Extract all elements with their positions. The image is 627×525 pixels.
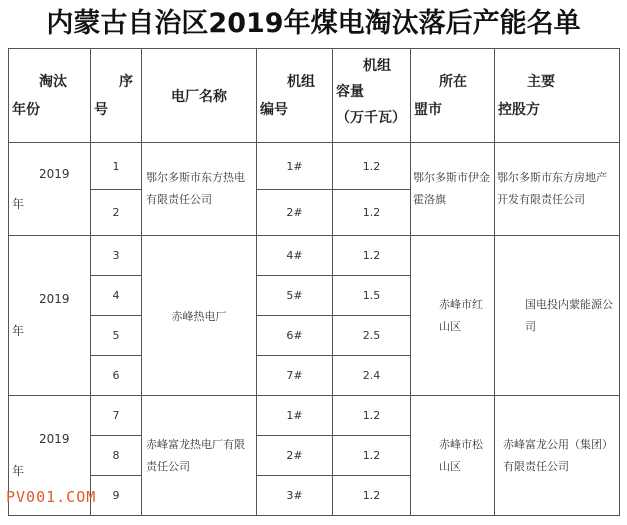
capacity-cell: 1.2 (333, 436, 411, 476)
capacity-cell: 1.2 (333, 476, 411, 516)
plant-name-cell: 鄂尔多斯市东方热电有限责任公司 (142, 143, 257, 236)
header-year-line1: 淘汰 (39, 74, 67, 90)
header-year-line2: 年份 (12, 102, 40, 118)
year-cell (9, 236, 91, 396)
seq-cell: 6 (91, 356, 142, 396)
header-holder-line1: 主要 (527, 74, 555, 90)
year-unit: 年 (12, 464, 25, 478)
capacity-cell: 2.5 (333, 316, 411, 356)
capacity-cell: 2.4 (333, 356, 411, 396)
unit-cell: 5# (257, 276, 333, 316)
year-value: 2019 (39, 292, 70, 306)
plant-name-cell: 赤峰热电厂 (142, 236, 257, 396)
seq-cell: 3 (91, 236, 142, 276)
header-year (9, 49, 91, 143)
unit-cell: 7# (257, 356, 333, 396)
holder-cell: 国电投内蒙能源公司 (495, 236, 620, 396)
capacity-cell: 1.5 (333, 276, 411, 316)
location-cell: 赤峰市红山区 (411, 236, 495, 396)
seq-cell: 7 (91, 396, 142, 436)
seq-cell: 2 (91, 190, 142, 236)
seq-cell: 9 (91, 476, 142, 516)
header-unit-line2: 编号 (260, 102, 288, 118)
unit-cell: 1# (257, 143, 333, 190)
year-cell (9, 143, 91, 236)
header-location (411, 49, 495, 143)
header-seq-line1: 序 (119, 74, 133, 90)
elimination-table (8, 48, 620, 516)
header-capacity-line2: 容量 (336, 84, 364, 100)
page-title: 内蒙古自治区2019年煤电淘汰落后产能名单 (46, 8, 581, 39)
year-unit: 年 (12, 197, 25, 211)
table-row (9, 396, 620, 436)
header-holder (495, 49, 620, 143)
location-cell: 赤峰市松山区 (411, 396, 495, 516)
capacity-cell: 1.2 (333, 236, 411, 276)
location-cell: 鄂尔多斯市伊金霍洛旗 (411, 143, 495, 236)
header-capacity-line3: （万千瓦） (336, 110, 406, 126)
seq-cell: 8 (91, 436, 142, 476)
seq-cell: 1 (91, 143, 142, 190)
year-value: 2019 (39, 432, 70, 446)
unit-cell: 3# (257, 476, 333, 516)
header-unit (257, 49, 333, 143)
header-holder-line2: 控股方 (498, 102, 540, 118)
header-seq (91, 49, 142, 143)
watermark-text: PV001.COM (6, 488, 97, 506)
seq-cell: 5 (91, 316, 142, 356)
header-unit-line1: 机组 (287, 74, 315, 90)
header-capacity-line1: 机组 (363, 58, 391, 74)
header-seq-line2: 号 (94, 102, 108, 118)
seq-cell: 4 (91, 276, 142, 316)
year-unit: 年 (12, 324, 25, 338)
unit-cell: 6# (257, 316, 333, 356)
capacity-cell: 1.2 (333, 190, 411, 236)
capacity-cell: 1.2 (333, 143, 411, 190)
header-location-line1: 所在 (439, 74, 467, 90)
unit-cell: 1# (257, 396, 333, 436)
unit-cell: 2# (257, 436, 333, 476)
holder-cell: 赤峰富龙公用（集团）有限责任公司 (495, 396, 620, 516)
header-capacity (333, 49, 411, 143)
table-row (9, 236, 620, 276)
plant-name-cell: 赤峰富龙热电厂有限责任公司 (142, 396, 257, 516)
header-row (9, 49, 620, 143)
table-row (9, 143, 620, 190)
holder-cell: 鄂尔多斯市东方房地产开发有限责任公司 (495, 143, 620, 236)
unit-cell: 2# (257, 190, 333, 236)
unit-cell: 4# (257, 236, 333, 276)
header-location-line2: 盟市 (414, 102, 442, 118)
year-value: 2019 (39, 167, 70, 181)
capacity-cell: 1.2 (333, 396, 411, 436)
header-plant: 电厂名称 (142, 49, 257, 143)
